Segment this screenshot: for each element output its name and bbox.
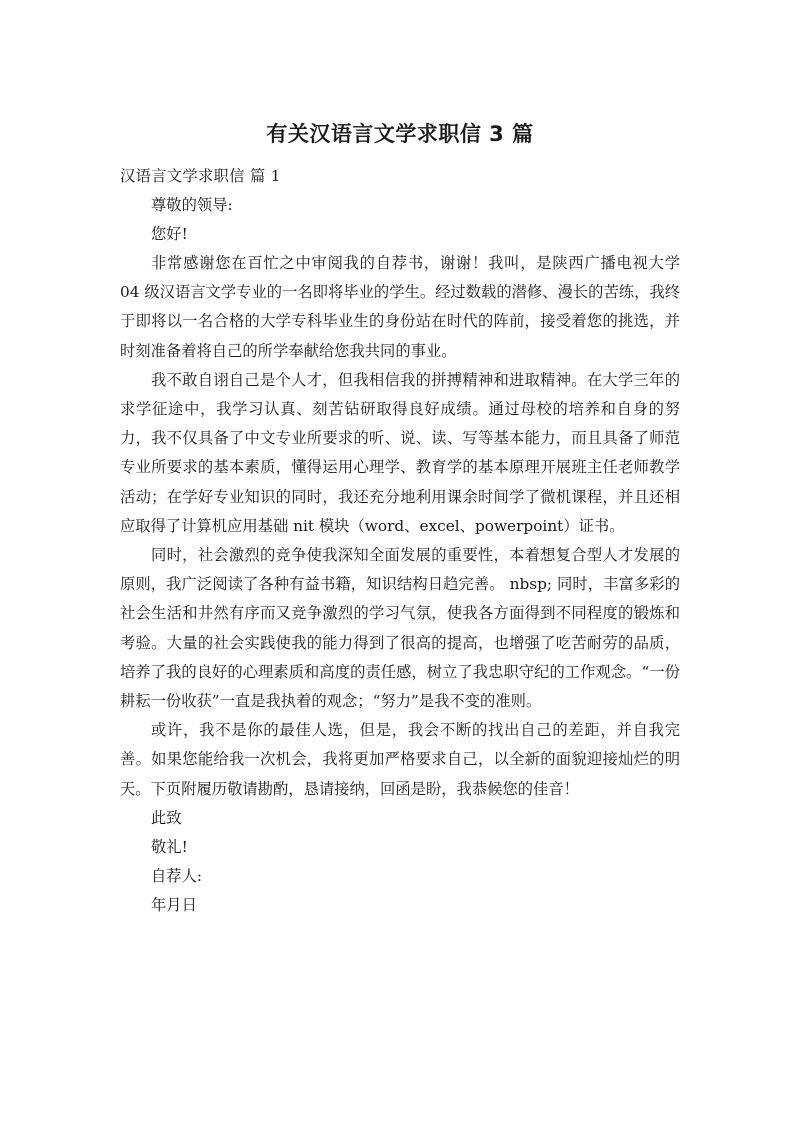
signature-label: 自荐人: (151, 866, 203, 885)
document-body (120, 162, 680, 920)
section-heading: 汉语言文学求职信 篇 1 (120, 167, 281, 185)
body-paragraph: 同时，社会激烈的竞争使我深知全面发展的重要性，本着想复合型人才发展的原则，我广泛阅读了各种有益书籍，知识结构日趋完善。 nbsp; 同时，丰富多彩的社会生活和井然有序而又竞争激烈的学习气氛，使我各方面得到不同程度的锻炼和考验。大量的社会实践使我的能力得到了很高的提高，也增强了吃苦耐劳的品质，培养了我的良好的心理素质和高度的责任感，树立了我忠职守纪的工作观念。“一份耕耘一份收获”一直是我执着的观念；“努力”是我不变的准则。 (120, 546, 680, 711)
body-paragraph: 我不敢自诩自己是个人才，但我相信我的拼搏精神和进取精神。在大学三年的求学征途中，我学习认真、刻苦钻研取得良好成绩。通过母校的培养和自身的努力，我不仅具备了中文专业所要求的听、说、读、写等基本能力，而且具备了师范专业所要求的基本素质，懂得运用心理学、教育学的基本原理开展班主任老师教学活动；在学好专业知识的同时，我还充分地利用课余时间学了微机课程，并且还相应取得了计算机应用基础 nit 模块（word、excel、powerpoint）证书。 (120, 370, 680, 535)
salutation: 尊敬的领导: (151, 196, 233, 214)
date-label: 年月日 (151, 895, 197, 914)
body-paragraph: 非常感谢您在百忙之中审阅我的自荐书，谢谢！我叫，是陕西广播电视大学 04 级汉语言文学专业的一名即将毕业的学生。经过数载的潜修、漫长的苦练，我终于即将以一名合格的大学专科毕业生的身份站在时代的阵前，接受着您的挑选，并时刻准备着将自己的所学奉献给您我共同的事业。 (120, 254, 680, 360)
closing-salute: 敬礼! (151, 837, 188, 856)
body-paragraph: 或许，我不是你的最佳人选，但是，我会不断的找出自己的差距，并自我完善。如果您能给我一次机会，我将更加严格要求自己，以全新的面貌迎接灿烂的明天。下页附履历敬请勘酌，恳请接纳，回函是盼，我恭候您的佳音！ (120, 721, 680, 798)
document-title: 有关汉语言文学求职信 3 篇 (266, 122, 534, 146)
closing-line: 此致 (151, 808, 182, 827)
greeting: 您好! (151, 225, 188, 243)
